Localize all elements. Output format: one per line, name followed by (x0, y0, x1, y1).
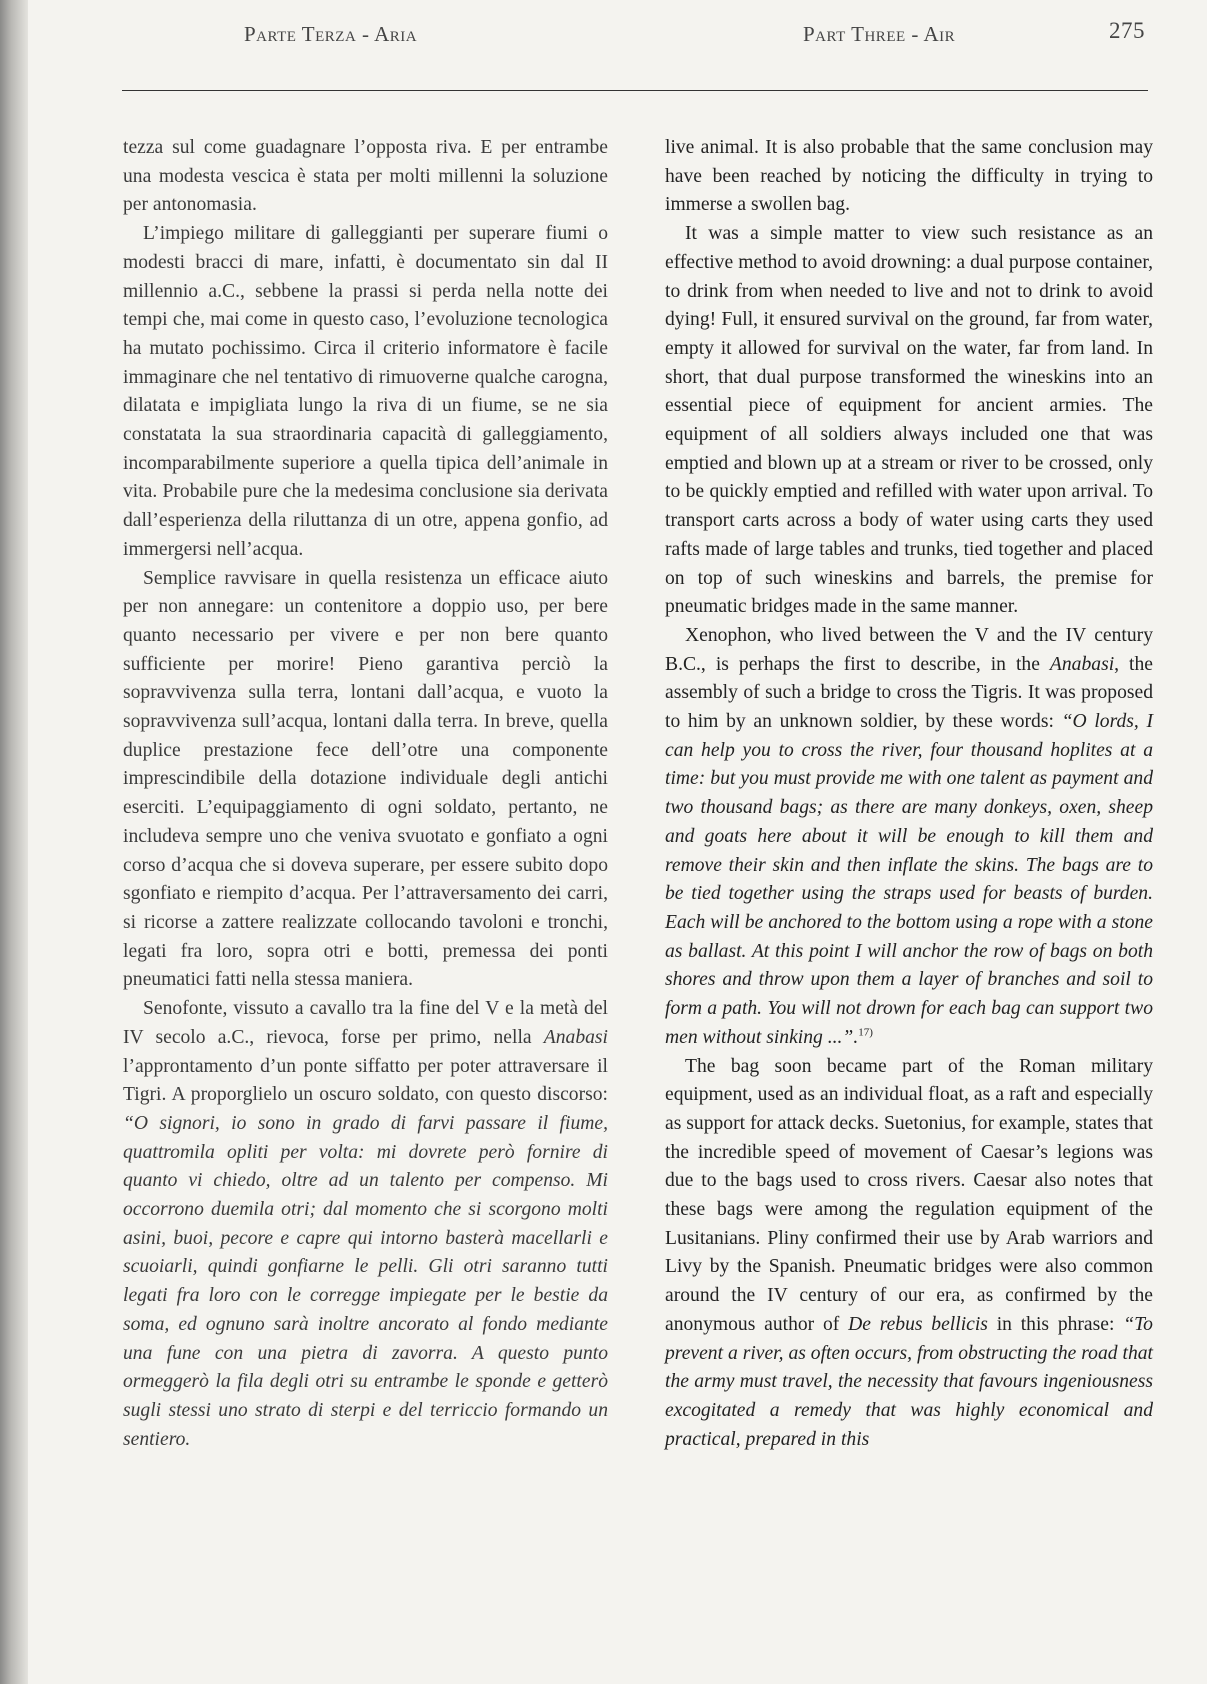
quotation: “To prevent a river, as often occurs, from obstructing the road that the army must travel, the necessity that favours ingeniousness excogitated a remedy that was highly economical and practical, prepared in this (665, 1313, 1153, 1450)
paragraph-text: Senofonte, vissuto a cavallo tra la fine del V e la metà del IV secolo a.C., rievoca, forse per primo, nella (123, 998, 608, 1048)
paragraph (123, 995, 608, 1454)
quotation: “O lords, I can help you to cross the river, four thousand hoplites at a time: but you must provide me with one talent as payment and two thousand bags; as there are many donkeys, oxen, sheep and goats here about it will be enough to kill them and remove their skin and then inflate the skins. The bags are to be tied together using the straps used for beasts of burden. Each will be anchored to the bottom using a rope with a stone as ballast. At this point I will anchor the row of bags on both shores and throw upon them a layer of branches and soil to form a path. You will not drown for each bag can support two men without sinking ...”. (665, 711, 1154, 1048)
paragraph (665, 622, 1153, 1053)
running-head-english: Part Three - Air (803, 22, 956, 46)
page-number: 275 (1109, 18, 1145, 43)
book-binding-shadow (0, 0, 28, 1684)
paragraph-text: in this phrase: (987, 1313, 1124, 1335)
paragraph: tezza sul come guadagnare l’opposta riva. E per entrambe una modesta vescica è stata per molti millenni la soluzione per antonomasia. (123, 137, 608, 216)
italian-column (123, 134, 608, 1454)
book-title: De rebus bellicis (848, 1313, 988, 1335)
page-header (0, 14, 1207, 54)
running-head-italian: Parte Terza - Aria (244, 22, 418, 46)
paragraph: It was a simple matter to view such resistance as an effective method to avoid drowning: a dual purpose container, to drink from when needed to live and not to drink to avoid dying! Full, it ensured survival on the ground, far from water, empty it allowed for survival on the water, far from land. In short, that dual purpose transformed the wineskins into an essential piece of equipment for ancient armies. The equipment of all soldiers always included one that was emptied and blown up at a stream or river to be crossed, only to be quickly emptied and refilled with water upon arrival. To transport carts across a body of water using carts they used rafts made of large tables and trunks, tied together and placed on top of such wineskins and barrels, the premise for pneumatic bridges made in the same manner. (665, 223, 1153, 618)
paragraph: live animal. It is also probable that the same conclusion may have been reached by noticing the difficulty in trying to immerse a swollen bag. (665, 137, 1153, 216)
quotation: “O signori, io sono in grado di farvi passare il fiume, quattromila opliti per volta: mi dovrete però fornire di quanto vi chiedo, oltre ad un talento per compenso. Mi occorrono duemila otri; dal momento che si scorgono molti asini, buoi, pecore e capre qui intorno basterà macellarli e scuoiarli, quindi gonfiarne le pelli. Gli otri saranno tutti legati fra loro con le corregge impiegate per le bestie da soma, ed ognuno sarà inoltre ancorato al fondo mediante una fune con una pietra di zavorra. A questo punto ormeggerò la fila degli otri su entrambe le sponde e getterò sugli stessi uno strato di sterpi e del terriccio formando un sentiero. (123, 1112, 608, 1450)
paragraph: Semplice ravvisare in quella resistenza un efficace aiuto per non annegare: un contenitore a doppio uso, per bere quanto necessario per vivere e per non bere quanto sufficiente per morire! Pieno garantiva perciò la sopravvivenza sulla terra, lontani dall’acqua, e vuoto la sopravvivenza sull’acqua, lontani dalla terra. In breve, quella duplice prestazione fece dell’otre una componente imprescindibile della dotazione individuale degli antichi eserciti. L’equipaggiamento di ogni soldato, pertanto, ne includeva sempre uno che veniva svuotato e gonfiato a ogni corso d’acqua che si doveva superare, per essere subito dopo sgonfiato e riempito d’acqua. Per l’attraversamento dei carri, si ricorse a zattere realizzate collocando tavoloni e tronchi, legati fra loro, sopra otri e botti, premessa dei ponti pneumatici fatti nella stessa maniera. (123, 567, 608, 991)
paragraph-text: Xenophon, who lived between the V and the IV century B.C., is perhaps the first to describe, in the (665, 624, 1153, 675)
book-title: Anabasi (543, 1026, 608, 1048)
english-column (665, 134, 1153, 1454)
footnote-marker: 17) (858, 1026, 873, 1039)
header-rule (122, 90, 1148, 91)
paragraph: L’impiego militare di galleggianti per superare fiumi o modesti bracci di mare, infatti, è documentato sin dal II millennio a.C., sebbene la prassi si perda nella notte dei tempi che, mai come in questo caso, l’evoluzione tecnologica ha mutato pochissimo. Circa il criterio informatore è facile immaginare che nel tentativo di rimuoverne qualche carogna, dilatata e impigliata lungo la riva di un fiume, se ne sia constatata la sua straordinaria capacità di galleggiamento, incomparabilmente superiore a quella tipica dell’animale in vita. Probabile pure che la medesima conclusione sia derivata dall’esperienza della riluttanza di un otre, appena gonfio, ad immergersi nell’acqua. (123, 223, 608, 560)
paragraph-text: , the assembly of such a bridge to cross the Tigris. It was proposed to him by an unknown soldier, by these words: (665, 653, 1153, 733)
paragraph-text: The bag soon became part of the Roman military equipment, used as an individual float, as a raft and especially as support for attack decks. Suetonius, for example, states that the incredible speed of movement of Caesar’s legions was due to the bags used to cross rivers. Caesar also notes that these bags were among the regulation equipment of the Lusitanians. Pliny confirmed their use by Arab warriors and Livy by the Spanish. Pneumatic bridges were also common around the IV century of our era, as confirmed by the anonymous author of (665, 1055, 1153, 1335)
book-title: Anabasi (1049, 653, 1115, 675)
paragraph-text: l’approntamento d’un ponte siffatto per poter attraversare il Tigri. A proporglielo un oscuro soldato, con questo discorso: (123, 1055, 608, 1106)
paragraph (665, 1053, 1153, 1455)
